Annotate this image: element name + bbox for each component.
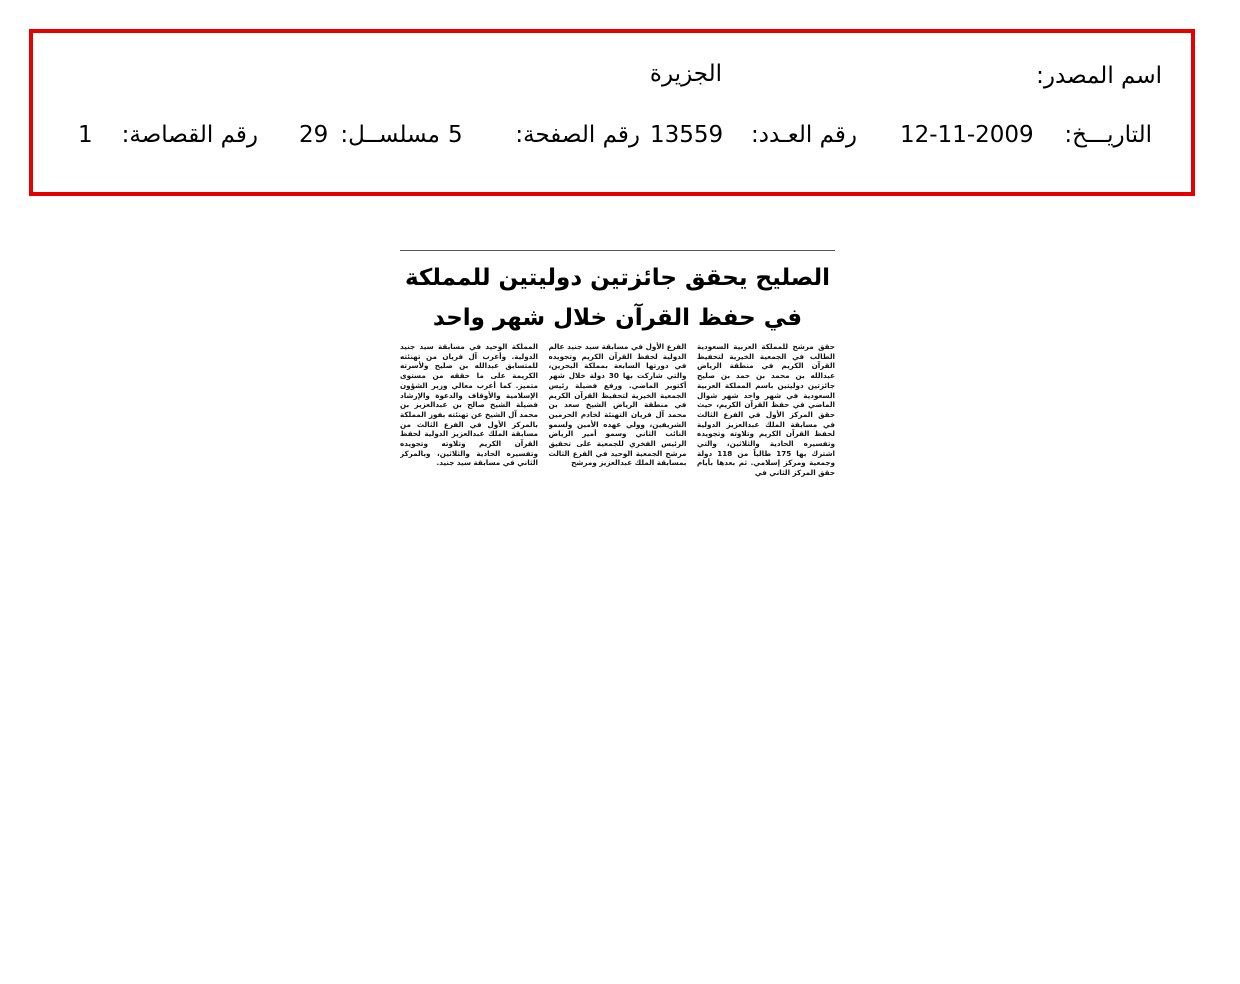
serial-label: مسلســل: bbox=[340, 122, 440, 148]
issue-label: رقم العـدد: bbox=[750, 122, 857, 148]
article-column-2: الفرع الأول في مسابقة سيد جنيد عالم الدولية لحفظ القرآن الكريم وتجويده في دورتها السابعة بمملكة البحرين، والتي شاركت بها 30 دولة خلال شهر أكتوبر الماضي. ورفع فضيلة رئيس الجمعية الخيرية لتحفيظ القرآن الكريم في منطقة الرياض الشيخ سعد بن محمد آل فريان التهنئة لخادم الحرمين الشريفين، وولي عهده الأمين ولسمو النائب الثاني وسمو أمير الرياض الرئيس الفخري للجمعية على تحقيق مرشح الجمعية الوحيد في الفرع الثالث بمسابقة الملك عبدالعزيز ومرشح bbox=[548, 342, 687, 468]
issue-value: 13559 bbox=[650, 122, 724, 148]
newspaper-clipping bbox=[400, 250, 835, 480]
date-label: التاريـــخ: bbox=[1064, 122, 1152, 148]
headline-line-1: الصليح يحقق جائزتين دوليتين للمملكة bbox=[404, 265, 831, 291]
source-label: اسم المصدر: bbox=[1036, 63, 1162, 89]
date-value: 12-11-2009 bbox=[900, 122, 1034, 148]
clip-number-value: 1 bbox=[78, 122, 93, 148]
headline-line-2: في حفظ القرآن خلال شهر واحد bbox=[432, 305, 803, 331]
clipping-top-rule bbox=[400, 250, 835, 251]
clip-number-label: رقم القصاصة: bbox=[121, 122, 258, 148]
page-value: 5 bbox=[448, 122, 463, 148]
article-column-3: المملكة الوحيد في مسابقة سيد جنيد الدولية. وأعرب آل فريان من تهنئته للمتسابق عبدالله بن صليح ولأسرته الكريمة على ما حققه من مستوى متميز. كما أعرب معالي وزير الشؤون الإسلامية والأوقاف والدعوة والإرشاد فضيلة الشيخ صالح بن عبدالعزيز بن محمد آل الشيخ عن تهنئته بفوز المملكة بالمركز الأول في الفرع الثالث من مسابقة الملك عبدالعزيز الدولية لحفظ القرآن الكريم وتلاوته وتجويده وتفسيره الحادية والثلاثين، وبالمركز الثاني في مسابقة سيد جنيد. bbox=[400, 342, 538, 468]
article-body bbox=[400, 342, 835, 478]
article-headline bbox=[400, 258, 835, 338]
source-value: الجزيرة bbox=[649, 61, 722, 87]
article-column-1: حقق مرشح للمملكة العربية السعودية الطالب في الجمعية الخيرية لتحفيظ القرآن الكريم في منطقة الرياض عبدالله بن محمد بن حمد بن صليح جائزتين دوليتين باسم المملكة العربية السعودية في شهر واحد شهر شوال الماضي في حفظ القرآن الكريم، حيث حقق المركز الأول في الفرع الثالث في مسابقة الملك عبدالعزيز الدولية لحفظ القرآن الكريم وتلاوته وتجويده وتفسيره الحادية والثلاثين، والتي اشترك بها 175 طالباً من 118 دولة وجمعية ومركز إسلامي. ثم بعدها بأيام حقق المركز الثاني في bbox=[697, 342, 835, 478]
clipping-info-box bbox=[29, 29, 1195, 196]
page-label: رقم الصفحة: bbox=[515, 122, 640, 148]
serial-value: 29 bbox=[299, 122, 329, 148]
